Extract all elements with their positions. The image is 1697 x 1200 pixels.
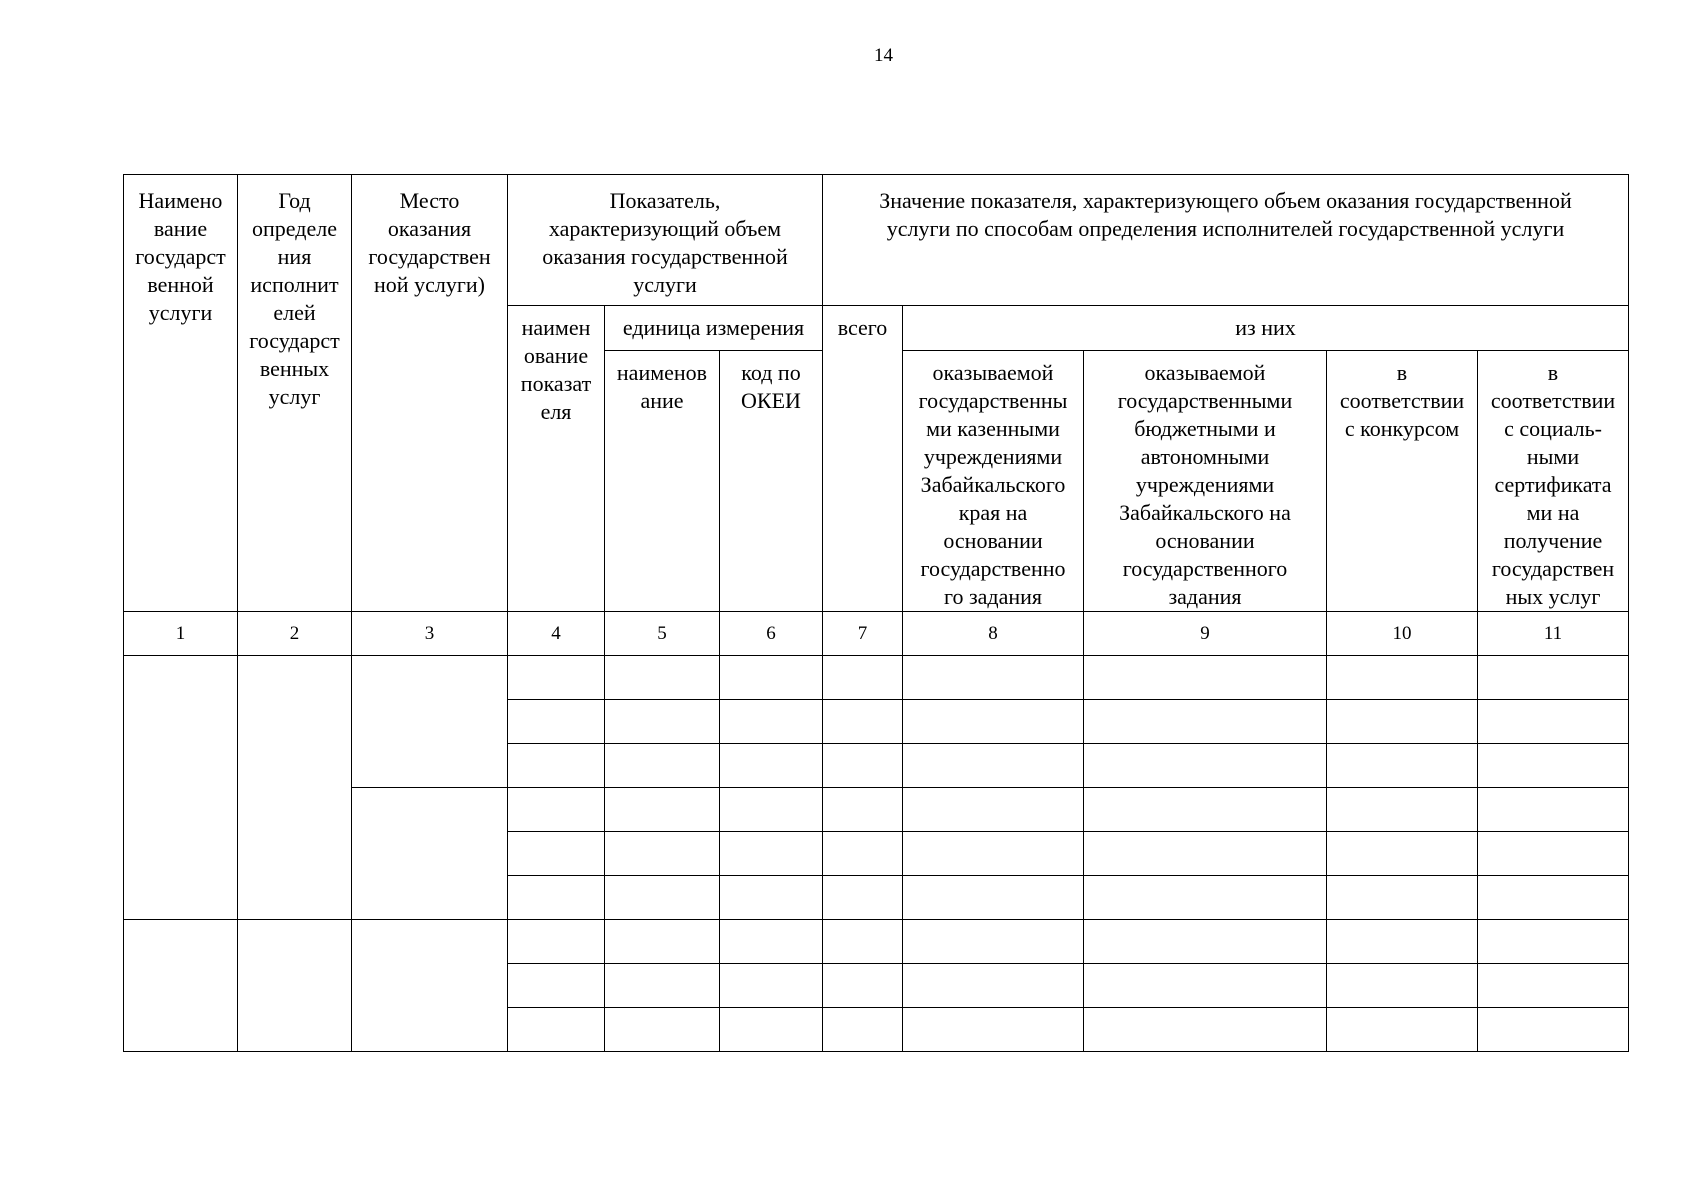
blank-cell [605, 656, 720, 700]
blank-cell [823, 964, 903, 1008]
blank-cell [1327, 920, 1478, 964]
blank-cell [1478, 788, 1629, 832]
blank-cell [823, 832, 903, 876]
blank-cell [823, 876, 903, 920]
header-okei-code: код по ОКЕИ [720, 351, 823, 612]
blank-cell [508, 744, 605, 788]
blank-cell [1478, 656, 1629, 700]
header-state-institutions: оказываемой государственны ми казенными учреждениями Забайкальского края на основании государственно го задания [903, 351, 1084, 612]
blank-cell [1478, 876, 1629, 920]
blank-cell [823, 788, 903, 832]
blank-cell [1327, 788, 1478, 832]
header-social-certificates: в соответствии с социаль- ными сертификата ми на получение государствен ных услуг [1478, 351, 1629, 612]
blank-cell [1084, 744, 1327, 788]
blank-cell [1327, 700, 1478, 744]
blank-cell [1327, 964, 1478, 1008]
blank-cell [508, 832, 605, 876]
header-service-name: Наимено вание государст венной услуги [124, 175, 238, 612]
blank-cell [903, 788, 1084, 832]
blank-cell [124, 656, 238, 920]
blank-cell [1084, 1008, 1327, 1052]
column-number: 9 [1084, 612, 1327, 656]
blank-cell [903, 964, 1084, 1008]
header-indicator-name: наимен ование показат еля [508, 306, 605, 612]
blank-cell [605, 964, 720, 1008]
header-value-group: Значение показателя, характеризующего объем оказания государственной услуги по способам определения исполнителей государственной услуги [823, 175, 1629, 306]
column-number: 6 [720, 612, 823, 656]
blank-cell [1327, 832, 1478, 876]
blank-cell [352, 788, 508, 920]
column-number: 2 [238, 612, 352, 656]
blank-cell [823, 700, 903, 744]
blank-cell [605, 1008, 720, 1052]
header-service-location: Место оказания государствен ной услуги) [352, 175, 508, 612]
blank-cell [903, 744, 1084, 788]
blank-cell [1084, 964, 1327, 1008]
service-volume-table [123, 174, 1629, 1052]
column-number: 3 [352, 612, 508, 656]
blank-cell [903, 876, 1084, 920]
blank-cell [605, 700, 720, 744]
blank-cell [1084, 876, 1327, 920]
column-number: 11 [1478, 612, 1629, 656]
blank-cell [1084, 832, 1327, 876]
header-competition: в соответствии с конкурсом [1327, 351, 1478, 612]
header-unit-name: наименов ание [605, 351, 720, 612]
blank-cell [508, 920, 605, 964]
table-row [124, 920, 1629, 964]
blank-cell [605, 744, 720, 788]
column-number: 8 [903, 612, 1084, 656]
column-number: 7 [823, 612, 903, 656]
blank-cell [720, 832, 823, 876]
blank-cell [823, 656, 903, 700]
blank-cell [903, 656, 1084, 700]
blank-cell [1084, 920, 1327, 964]
blank-cell [1478, 964, 1629, 1008]
blank-cell [508, 788, 605, 832]
blank-cell [903, 1008, 1084, 1052]
column-number: 4 [508, 612, 605, 656]
blank-cell [605, 876, 720, 920]
blank-cell [508, 700, 605, 744]
blank-cell [1327, 1008, 1478, 1052]
blank-cell [508, 656, 605, 700]
blank-cell [508, 876, 605, 920]
blank-cell [903, 832, 1084, 876]
blank-cell [1084, 700, 1327, 744]
page-number: 14 [874, 45, 893, 66]
blank-cell [605, 832, 720, 876]
blank-cell [605, 788, 720, 832]
header-total: всего [823, 306, 903, 612]
header-of-them: из них [903, 306, 1629, 351]
blank-cell [720, 876, 823, 920]
blank-cell [720, 744, 823, 788]
header-budget-institutions: оказываемой государственными бюджетными и автономными учреждениями Забайкальского на основании государственного задания [1084, 351, 1327, 612]
blank-cell [1478, 700, 1629, 744]
blank-cell [720, 656, 823, 700]
blank-cell [508, 1008, 605, 1052]
blank-cell [720, 920, 823, 964]
blank-cell [823, 920, 903, 964]
blank-cell [1327, 876, 1478, 920]
blank-cell [1084, 656, 1327, 700]
blank-cell [1478, 832, 1629, 876]
blank-cell [238, 656, 352, 920]
blank-cell [1327, 656, 1478, 700]
blank-cell [508, 964, 605, 1008]
blank-cell [720, 700, 823, 744]
blank-cell [1478, 744, 1629, 788]
blank-cell [720, 1008, 823, 1052]
header-indicator-group: Показатель, характеризующий объем оказания государственной услуги [508, 175, 823, 306]
blank-cell [352, 656, 508, 788]
blank-cell [605, 920, 720, 964]
blank-cell [720, 964, 823, 1008]
blank-cell [903, 700, 1084, 744]
blank-cell [903, 920, 1084, 964]
blank-cell [238, 920, 352, 1052]
blank-cell [823, 1008, 903, 1052]
blank-cell [1478, 1008, 1629, 1052]
table-row [124, 656, 1629, 700]
blank-cell [124, 920, 238, 1052]
header-determination-year: Год определе ния исполнит елей государст венных услуг [238, 175, 352, 612]
column-number: 5 [605, 612, 720, 656]
blank-cell [823, 744, 903, 788]
blank-cell [352, 920, 508, 1052]
blank-cell [1327, 744, 1478, 788]
blank-cell [1084, 788, 1327, 832]
column-number: 1 [124, 612, 238, 656]
blank-cell [720, 788, 823, 832]
blank-cell [1478, 920, 1629, 964]
header-unit-group: единица измерения [605, 306, 823, 351]
column-number: 10 [1327, 612, 1478, 656]
